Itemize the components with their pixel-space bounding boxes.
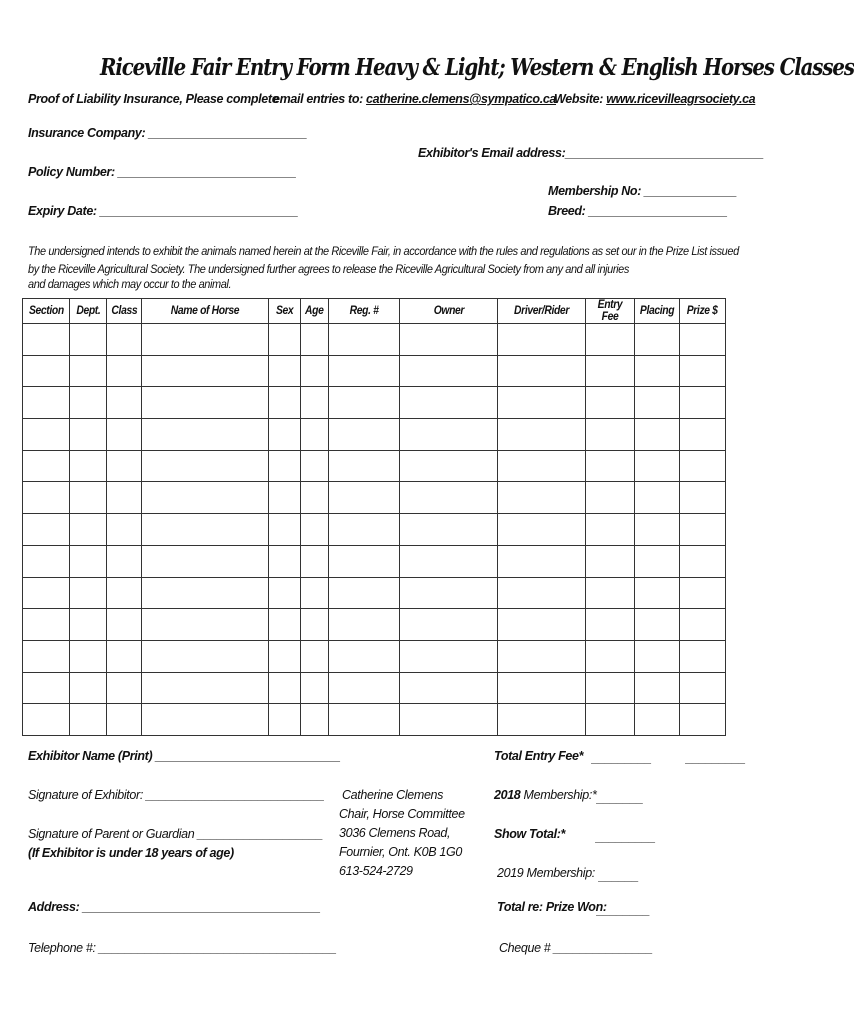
table-cell[interactable] (329, 324, 400, 356)
exhibitor-email-field[interactable]: Exhibitor's Email address:______________________________ (418, 146, 764, 160)
email-link[interactable]: catherine.clemens@sympatico.ca (366, 92, 557, 106)
table-cell[interactable] (269, 387, 301, 419)
table-cell[interactable] (269, 355, 301, 387)
table-cell[interactable] (301, 704, 329, 736)
table-cell[interactable] (400, 672, 498, 704)
table-row (23, 514, 726, 546)
table-cell[interactable] (680, 545, 726, 577)
table-cell[interactable] (498, 672, 586, 704)
table-cell[interactable] (635, 450, 680, 482)
table-cell[interactable] (142, 514, 269, 546)
table-row (23, 577, 726, 609)
table-cell[interactable] (498, 450, 586, 482)
table-cell[interactable] (635, 640, 680, 672)
table-row (23, 704, 726, 736)
table-cell[interactable] (586, 514, 635, 546)
contact-name: Catherine Clemens (342, 788, 444, 802)
table-header-row (23, 299, 726, 324)
table-cell[interactable] (329, 450, 400, 482)
show-total-blank[interactable]: _________ (596, 830, 656, 844)
table-cell[interactable] (107, 387, 142, 419)
total-entry-fee-blank-2[interactable]: _________ (686, 751, 746, 765)
table-cell[interactable] (301, 545, 329, 577)
table-cell[interactable] (142, 577, 269, 609)
table-cell[interactable] (23, 355, 70, 387)
table-cell[interactable] (680, 450, 726, 482)
table-cell[interactable] (586, 577, 635, 609)
table-cell[interactable] (329, 514, 400, 546)
table-cell[interactable] (680, 704, 726, 736)
under-18-note: (If Exhibitor is under 18 years of age) (28, 846, 234, 860)
table-cell[interactable] (400, 609, 498, 641)
table-cell[interactable] (142, 419, 269, 451)
table-cell[interactable] (301, 577, 329, 609)
website-line (554, 92, 755, 106)
header-entry-fee: Entry Fee (586, 299, 635, 324)
page-title: Riceville Fair Entry Form Heavy & Light; Western & English Horses Classes (100, 54, 854, 81)
table-cell[interactable] (107, 355, 142, 387)
table-cell[interactable] (107, 482, 142, 514)
table-cell[interactable] (301, 324, 329, 356)
email-entries-line (273, 92, 556, 106)
policy-number-field[interactable]: Policy Number: ___________________________ (28, 165, 297, 179)
header-dept: Dept. (70, 299, 107, 324)
table-cell[interactable] (498, 482, 586, 514)
table-cell[interactable] (680, 640, 726, 672)
table-cell[interactable] (70, 450, 107, 482)
table-cell[interactable] (23, 609, 70, 641)
table-cell[interactable] (70, 355, 107, 387)
table-cell[interactable] (269, 672, 301, 704)
table-cell[interactable] (329, 704, 400, 736)
table-cell[interactable] (142, 640, 269, 672)
membership-2018-label (494, 788, 596, 802)
table-cell[interactable] (269, 609, 301, 641)
table-cell[interactable] (586, 640, 635, 672)
table-row (23, 387, 726, 419)
table-cell[interactable] (680, 577, 726, 609)
parent-signature-field[interactable]: Signature of Parent or Guardian ___________________ (28, 827, 323, 841)
table-cell[interactable] (680, 482, 726, 514)
proof-of-insurance-note: Proof of Liability Insurance, Please complete (28, 92, 279, 106)
table-cell[interactable] (301, 387, 329, 419)
table-cell[interactable] (680, 609, 726, 641)
table-cell[interactable] (498, 545, 586, 577)
table-row (23, 545, 726, 577)
agreement-line-2: by the Riceville Agricultural Society. The undersigned further agrees to release the Riceville Agricultural Society from any and all injuries (28, 262, 629, 276)
table-cell[interactable] (23, 387, 70, 419)
table-cell[interactable] (70, 577, 107, 609)
table-cell[interactable] (107, 640, 142, 672)
table-cell[interactable] (329, 419, 400, 451)
table-cell[interactable] (498, 577, 586, 609)
breed-field[interactable]: Breed: _____________________ (548, 204, 728, 218)
table-cell[interactable] (680, 672, 726, 704)
table-cell[interactable] (23, 545, 70, 577)
table-cell[interactable] (70, 704, 107, 736)
table-cell[interactable] (400, 514, 498, 546)
table-cell[interactable] (400, 450, 498, 482)
table-cell[interactable] (586, 355, 635, 387)
contact-city: Fournier, Ont. K0B 1G0 (339, 845, 462, 859)
header-sex: Sex (269, 299, 301, 324)
exhibitor-name-field[interactable]: Exhibitor Name (Print) ____________________________ (28, 749, 341, 763)
table-cell[interactable] (498, 609, 586, 641)
table-cell[interactable] (680, 387, 726, 419)
website-prefix: Website: (554, 92, 607, 106)
header-driver-rider: Driver/Rider (498, 299, 586, 324)
table-cell[interactable] (301, 355, 329, 387)
table-cell[interactable] (23, 514, 70, 546)
table-row (23, 419, 726, 451)
table-cell[interactable] (70, 514, 107, 546)
table-row (23, 640, 726, 672)
table-cell[interactable] (70, 482, 107, 514)
contact-street: 3036 Clemens Road, (339, 826, 451, 840)
table-cell[interactable] (23, 324, 70, 356)
table-cell[interactable] (107, 450, 142, 482)
table-cell[interactable] (142, 387, 269, 419)
website-link[interactable]: www.ricevilleagrsociety.ca (606, 92, 756, 106)
membership-2019-label: 2019 Membership: (497, 866, 595, 880)
address-field[interactable]: Address: ____________________________________ (28, 900, 321, 914)
table-cell[interactable] (400, 355, 498, 387)
table-cell[interactable] (329, 672, 400, 704)
table-cell[interactable] (269, 545, 301, 577)
table-cell[interactable] (586, 609, 635, 641)
table-cell[interactable] (586, 419, 635, 451)
table-cell[interactable] (586, 482, 635, 514)
header-name-of-horse: Name of Horse (142, 299, 269, 324)
table-cell[interactable] (329, 355, 400, 387)
table-cell[interactable] (586, 672, 635, 704)
table-cell[interactable] (586, 704, 635, 736)
table-cell[interactable] (680, 514, 726, 546)
header-reg: Reg. # (329, 299, 400, 324)
table-cell[interactable] (680, 355, 726, 387)
telephone-field[interactable]: Telephone #: ____________________________________ (28, 941, 337, 955)
table-cell[interactable] (107, 419, 142, 451)
table-cell[interactable] (142, 324, 269, 356)
table-cell[interactable] (498, 324, 586, 356)
table-cell[interactable] (635, 704, 680, 736)
table-cell[interactable] (586, 545, 635, 577)
header-age: Age (301, 299, 329, 324)
insurance-company-field[interactable]: Insurance Company: ________________________ (28, 126, 307, 140)
table-cell[interactable] (635, 577, 680, 609)
membership-2018-blank[interactable]: _______ (597, 791, 644, 805)
header-owner: Owner (400, 299, 498, 324)
table-cell[interactable] (329, 640, 400, 672)
table-cell[interactable] (635, 324, 680, 356)
table-cell[interactable] (23, 482, 70, 514)
table-cell[interactable] (142, 545, 269, 577)
table-cell[interactable] (269, 419, 301, 451)
table-cell[interactable] (23, 704, 70, 736)
table-cell[interactable] (635, 545, 680, 577)
table-cell[interactable] (329, 482, 400, 514)
contact-phone: 613-524-2729 (339, 864, 413, 878)
table-cell[interactable] (269, 450, 301, 482)
table-cell[interactable] (70, 609, 107, 641)
table-cell[interactable] (329, 387, 400, 419)
table-body (23, 324, 726, 736)
table-cell[interactable] (498, 640, 586, 672)
table-cell[interactable] (142, 482, 269, 514)
table-cell[interactable] (269, 640, 301, 672)
table-cell[interactable] (23, 419, 70, 451)
table-row (23, 609, 726, 641)
table-cell[interactable] (329, 577, 400, 609)
table-cell[interactable] (107, 514, 142, 546)
cheque-number-field[interactable]: Cheque # _______________ (499, 941, 653, 955)
table-cell[interactable] (269, 324, 301, 356)
table-cell[interactable] (635, 387, 680, 419)
table-cell[interactable] (107, 577, 142, 609)
header-prize: Prize $ (680, 299, 726, 324)
prize-won-blank[interactable]: ________ (597, 903, 650, 917)
table-row (23, 450, 726, 482)
table-cell[interactable] (142, 355, 269, 387)
table-cell[interactable] (635, 609, 680, 641)
table-row (23, 324, 726, 356)
table-cell[interactable] (498, 514, 586, 546)
table-cell[interactable] (586, 450, 635, 482)
table-cell[interactable] (23, 640, 70, 672)
table-cell[interactable] (635, 355, 680, 387)
contact-role: Chair, Horse Committee (339, 807, 465, 821)
table-cell[interactable] (142, 672, 269, 704)
table-cell[interactable] (680, 324, 726, 356)
table-cell[interactable] (70, 324, 107, 356)
table-row (23, 482, 726, 514)
exhibitor-signature-field[interactable]: Signature of Exhibitor: ___________________________ (28, 788, 325, 802)
table-cell[interactable] (142, 450, 269, 482)
table-cell[interactable] (400, 545, 498, 577)
membership-2018-text: Membership:* (520, 788, 597, 802)
header-placing: Placing (635, 299, 680, 324)
table-cell[interactable] (635, 482, 680, 514)
table-cell[interactable] (301, 482, 329, 514)
membership-2018-year: 2018 (494, 788, 521, 802)
table-cell[interactable] (301, 450, 329, 482)
table-cell[interactable] (586, 324, 635, 356)
table-cell[interactable] (301, 514, 329, 546)
table-cell[interactable] (498, 419, 586, 451)
table-cell[interactable] (329, 609, 400, 641)
table-cell[interactable] (269, 514, 301, 546)
header-section: Section (23, 299, 70, 324)
expiry-date-field[interactable]: Expiry Date: ______________________________ (28, 204, 298, 218)
prize-won-label: Total re: Prize Won: (497, 900, 607, 914)
entry-table (22, 298, 726, 736)
table-cell[interactable] (23, 577, 70, 609)
agreement-line-1: The undersigned intends to exhibit the animals named herein at the Riceville Fair, in accordance with the rules and regulations as set our in the Prize List issued (28, 244, 739, 258)
total-entry-fee-label: Total Entry Fee* (494, 749, 584, 763)
table-row (23, 355, 726, 387)
table-cell[interactable] (70, 640, 107, 672)
table-cell[interactable] (680, 419, 726, 451)
table-cell[interactable] (498, 387, 586, 419)
membership-2019-blank[interactable]: ______ (599, 869, 639, 883)
table-cell[interactable] (400, 387, 498, 419)
table-cell[interactable] (498, 704, 586, 736)
table-cell[interactable] (586, 387, 635, 419)
table-cell[interactable] (142, 704, 269, 736)
table-row (23, 672, 726, 704)
email-prefix: email entries to: (273, 92, 367, 106)
agreement-line-3: and damages which may occur to the animal. (28, 277, 232, 291)
table-cell[interactable] (400, 577, 498, 609)
table-cell[interactable] (301, 672, 329, 704)
table-cell[interactable] (400, 704, 498, 736)
table-cell[interactable] (70, 545, 107, 577)
table-cell[interactable] (400, 640, 498, 672)
table-cell[interactable] (400, 419, 498, 451)
table-cell[interactable] (329, 545, 400, 577)
table-cell[interactable] (400, 324, 498, 356)
table-cell[interactable] (107, 324, 142, 356)
table-cell[interactable] (269, 704, 301, 736)
table-cell[interactable] (400, 482, 498, 514)
table-cell[interactable] (635, 419, 680, 451)
header-class: Class (107, 299, 142, 324)
table-cell[interactable] (107, 545, 142, 577)
table-cell[interactable] (107, 672, 142, 704)
table-cell[interactable] (23, 450, 70, 482)
agreement-paragraph (28, 242, 739, 293)
table-cell[interactable] (142, 609, 269, 641)
table-cell[interactable] (70, 387, 107, 419)
total-entry-fee-blank-1[interactable]: _________ (592, 751, 652, 765)
table-cell[interactable] (269, 577, 301, 609)
table-cell[interactable] (70, 419, 107, 451)
table-cell[interactable] (301, 640, 329, 672)
membership-number-field[interactable]: Membership No: ______________ (548, 184, 737, 198)
table-cell[interactable] (635, 514, 680, 546)
show-total-label: Show Total:* (494, 827, 566, 841)
table-cell[interactable] (107, 609, 142, 641)
table-cell[interactable] (301, 609, 329, 641)
table-cell[interactable] (498, 355, 586, 387)
table-cell[interactable] (301, 419, 329, 451)
table-cell[interactable] (269, 482, 301, 514)
table-cell[interactable] (107, 704, 142, 736)
table-cell[interactable] (635, 672, 680, 704)
table-cell[interactable] (70, 672, 107, 704)
table-cell[interactable] (23, 672, 70, 704)
